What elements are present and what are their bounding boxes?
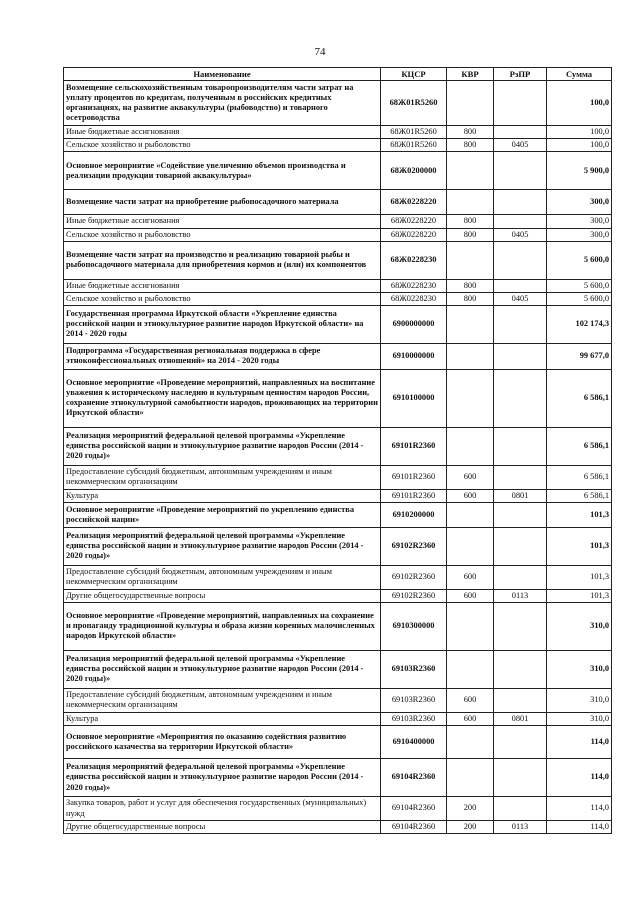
table-row	[64, 343, 612, 369]
table-header-row	[64, 68, 612, 81]
header-name: Наименование	[64, 68, 381, 81]
row-sum: 100,0	[547, 126, 612, 139]
row-kvr	[447, 759, 494, 797]
row-kcsr: 68Ж01R5260	[381, 126, 447, 139]
row-sum: 6 586,1	[547, 465, 612, 489]
row-sum: 100,0	[547, 139, 612, 152]
row-kvr: 800	[447, 126, 494, 139]
table-row	[64, 602, 612, 650]
row-kvr	[447, 650, 494, 688]
row-name: Государственная программа Иркутской области «Укрепление единства российской нации и этнокультурное развитие народов Иркутской области» на 2014 - 2020 годы	[64, 305, 381, 343]
row-kvr: 600	[447, 688, 494, 712]
table-row	[64, 502, 612, 527]
row-name: Возмещение сельскохозяйственным товаропроизводителям части затрат на уплату процентов по кредитам, полученным в российских кредитных организациях, на развитие аквакультуры (рыбоводство) и товарного осетроводства	[64, 81, 381, 126]
row-sum: 5 600,0	[547, 279, 612, 292]
table-row	[64, 241, 612, 279]
row-kcsr: 69103R2360	[381, 650, 447, 688]
row-name: Предоставление субсидий бюджетным, автономным учреждениям и иным некоммерческим организациям	[64, 465, 381, 489]
row-rzpr	[494, 215, 547, 228]
row-kcsr: 69102R2360	[381, 565, 447, 589]
row-rzpr	[494, 305, 547, 343]
row-rzpr	[494, 126, 547, 139]
table-row	[64, 279, 612, 292]
row-rzpr: 0801	[494, 489, 547, 502]
row-name: Реализация мероприятий федеральной целевой программы «Укрепление единства российской нации и этнокультурное развитие народов России (2014 - 2020 годы)»	[64, 427, 381, 465]
table-row	[64, 821, 612, 834]
row-kvr: 800	[447, 228, 494, 241]
row-kvr	[447, 502, 494, 527]
row-name: Реализация мероприятий федеральной целевой программы «Укрепление единства российской нации и этнокультурное развитие народов России (2014 - 2020 годы)»	[64, 650, 381, 688]
row-kcsr: 6910200000	[381, 502, 447, 527]
row-kcsr: 69101R2360	[381, 427, 447, 465]
row-name: Основное мероприятие «Проведение мероприятий, направленных на воспитание уважения к историческому наследию и культурным ценностям народов России, сохранение этнокультурной самобытности народов, проживающих на территории Иркутской области»	[64, 369, 381, 427]
table-row	[64, 759, 612, 797]
row-rzpr	[494, 602, 547, 650]
row-kvr	[447, 305, 494, 343]
budget-table	[63, 67, 612, 834]
row-name: Иные бюджетные ассигнования	[64, 279, 381, 292]
row-rzpr	[494, 759, 547, 797]
row-sum: 101,3	[547, 527, 612, 565]
row-rzpr	[494, 797, 547, 821]
table-row	[64, 726, 612, 759]
row-sum: 310,0	[547, 650, 612, 688]
row-rzpr	[494, 688, 547, 712]
row-kcsr: 68Ж01R5260	[381, 139, 447, 152]
table-row	[64, 81, 612, 126]
row-rzpr	[494, 81, 547, 126]
row-kcsr: 69101R2360	[381, 489, 447, 502]
row-sum: 300,0	[547, 215, 612, 228]
table-row	[64, 527, 612, 565]
row-kvr: 600	[447, 489, 494, 502]
row-rzpr	[494, 279, 547, 292]
row-name: Возмещение части затрат на производство и реализацию товарной рыбы и рыбопосадочного материала для приобретения кормов и (или) их компонентов	[64, 241, 381, 279]
table-row	[64, 152, 612, 190]
row-kvr: 800	[447, 292, 494, 305]
row-kcsr: 6900000000	[381, 305, 447, 343]
row-rzpr	[494, 465, 547, 489]
row-kcsr: 69104R2360	[381, 821, 447, 834]
table-row	[64, 688, 612, 712]
row-sum: 310,0	[547, 688, 612, 712]
row-rzpr	[494, 369, 547, 427]
row-rzpr: 0113	[494, 589, 547, 602]
row-kvr	[447, 241, 494, 279]
table-row	[64, 589, 612, 602]
row-sum: 5 600,0	[547, 241, 612, 279]
row-sum: 114,0	[547, 759, 612, 797]
row-kvr	[447, 427, 494, 465]
table-row	[64, 565, 612, 589]
row-name: Предоставление субсидий бюджетным, автономным учреждениям и иным некоммерческим организациям	[64, 688, 381, 712]
row-kcsr: 68Ж0228220	[381, 228, 447, 241]
row-rzpr: 0405	[494, 139, 547, 152]
table-row	[64, 427, 612, 465]
row-name: Реализация мероприятий федеральной целевой программы «Укрепление единства российской нации и этнокультурное развитие народов России (2014 - 2020 годы)»	[64, 527, 381, 565]
row-kcsr: 69104R2360	[381, 759, 447, 797]
row-kvr	[447, 527, 494, 565]
row-rzpr	[494, 565, 547, 589]
row-kcsr: 6910000000	[381, 343, 447, 369]
row-sum: 300,0	[547, 228, 612, 241]
row-name: Предоставление субсидий бюджетным, автономным учреждениям и иным некоммерческим организациям	[64, 565, 381, 589]
row-kcsr: 6910300000	[381, 602, 447, 650]
row-rzpr	[494, 650, 547, 688]
row-kvr: 200	[447, 821, 494, 834]
page-number: 74	[314, 46, 326, 58]
row-kvr: 800	[447, 279, 494, 292]
table-row	[64, 228, 612, 241]
row-name: Основное мероприятие «Мероприятия по оказанию содействия развитию российского казачества на территории Иркутской области»	[64, 726, 381, 759]
row-kvr: 600	[447, 712, 494, 725]
row-rzpr	[494, 427, 547, 465]
row-kcsr: 68Ж0228230	[381, 292, 447, 305]
row-sum: 99 677,0	[547, 343, 612, 369]
row-name: Культура	[64, 712, 381, 725]
row-kcsr: 6910100000	[381, 369, 447, 427]
row-name: Закупка товаров, работ и услуг для обеспечения государственных (муниципальных) нужд	[64, 797, 381, 821]
row-name: Подпрограмма «Государственная региональная поддержка в сфере этноконфессиональных отношений» на 2014 - 2020 годы	[64, 343, 381, 369]
row-kvr	[447, 602, 494, 650]
row-sum: 100,0	[547, 81, 612, 126]
row-sum: 310,0	[547, 712, 612, 725]
row-sum: 114,0	[547, 821, 612, 834]
row-kvr	[447, 152, 494, 190]
row-kcsr: 68Ж01R5260	[381, 81, 447, 126]
table-row	[64, 489, 612, 502]
row-kvr	[447, 343, 494, 369]
row-kcsr: 68Ж0228230	[381, 241, 447, 279]
table-row	[64, 190, 612, 215]
row-name: Возмещение части затрат на приобретение рыбопосадочного материала	[64, 190, 381, 215]
row-sum: 6 586,1	[547, 489, 612, 502]
row-rzpr	[494, 527, 547, 565]
table-row	[64, 369, 612, 427]
row-kvr	[447, 81, 494, 126]
row-sum: 310,0	[547, 602, 612, 650]
row-kvr: 600	[447, 465, 494, 489]
row-name: Культура	[64, 489, 381, 502]
table-row	[64, 215, 612, 228]
header-kvr: КВР	[447, 68, 494, 81]
row-sum: 300,0	[547, 190, 612, 215]
row-sum: 5 600,0	[547, 292, 612, 305]
row-kvr: 800	[447, 215, 494, 228]
row-name: Другие общегосударственные вопросы	[64, 589, 381, 602]
row-kvr	[447, 190, 494, 215]
table-body	[64, 81, 612, 834]
row-rzpr: 0113	[494, 821, 547, 834]
row-sum: 101,3	[547, 502, 612, 527]
row-name: Иные бюджетные ассигнования	[64, 215, 381, 228]
row-kcsr: 69104R2360	[381, 797, 447, 821]
table-row	[64, 292, 612, 305]
row-kcsr: 6910400000	[381, 726, 447, 759]
row-kcsr: 69103R2360	[381, 712, 447, 725]
row-sum: 5 900,0	[547, 152, 612, 190]
row-name: Иные бюджетные ассигнования	[64, 126, 381, 139]
row-kvr: 800	[447, 139, 494, 152]
row-sum: 114,0	[547, 797, 612, 821]
header-kcsr: КЦСР	[381, 68, 447, 81]
row-rzpr	[494, 190, 547, 215]
row-sum: 6 586,1	[547, 427, 612, 465]
row-name: Сельское хозяйство и рыболовство	[64, 228, 381, 241]
table-row	[64, 650, 612, 688]
row-kcsr: 69102R2360	[381, 527, 447, 565]
row-rzpr	[494, 241, 547, 279]
row-name: Другие общегосударственные вопросы	[64, 821, 381, 834]
row-rzpr	[494, 152, 547, 190]
row-rzpr: 0405	[494, 228, 547, 241]
row-rzpr	[494, 343, 547, 369]
row-kcsr: 69103R2360	[381, 688, 447, 712]
row-sum: 102 174,3	[547, 305, 612, 343]
header-rzpr: РзПР	[494, 68, 547, 81]
row-rzpr: 0405	[494, 292, 547, 305]
row-kcsr: 68Ж0228220	[381, 215, 447, 228]
row-kvr: 600	[447, 589, 494, 602]
row-rzpr: 0801	[494, 712, 547, 725]
row-sum: 101,3	[547, 565, 612, 589]
row-kvr	[447, 369, 494, 427]
row-kcsr: 68Ж0200000	[381, 152, 447, 190]
row-name: Сельское хозяйство и рыболовство	[64, 292, 381, 305]
table-row	[64, 797, 612, 821]
row-kvr: 200	[447, 797, 494, 821]
table-row	[64, 712, 612, 725]
header-sum: Сумма	[547, 68, 612, 81]
row-kvr: 600	[447, 565, 494, 589]
table-row	[64, 126, 612, 139]
row-rzpr	[494, 726, 547, 759]
row-name: Основное мероприятие «Проведение мероприятий по укреплению единства российской нации»	[64, 502, 381, 527]
row-name: Основное мероприятие «Содействие увеличению объемов производства и реализации продукции товарной аквакультуры»	[64, 152, 381, 190]
table-row	[64, 139, 612, 152]
row-name: Основное мероприятие «Проведение мероприятий, направленных на сохранение и пропаганду традиционной культуры и образа жизни коренных малочисленных народов Иркутской области»	[64, 602, 381, 650]
row-sum: 6 586,1	[547, 369, 612, 427]
row-name: Реализация мероприятий федеральной целевой программы «Укрепление единства российской нации и этнокультурное развитие народов России (2014 - 2020 годы)»	[64, 759, 381, 797]
row-sum: 101,3	[547, 589, 612, 602]
row-rzpr	[494, 502, 547, 527]
table-row	[64, 305, 612, 343]
row-kcsr: 68Ж0228230	[381, 279, 447, 292]
row-kcsr: 69102R2360	[381, 589, 447, 602]
row-kvr	[447, 726, 494, 759]
row-kcsr: 68Ж0228220	[381, 190, 447, 215]
row-sum: 114,0	[547, 726, 612, 759]
row-kcsr: 69101R2360	[381, 465, 447, 489]
row-name: Сельское хозяйство и рыболовство	[64, 139, 381, 152]
table-row	[64, 465, 612, 489]
